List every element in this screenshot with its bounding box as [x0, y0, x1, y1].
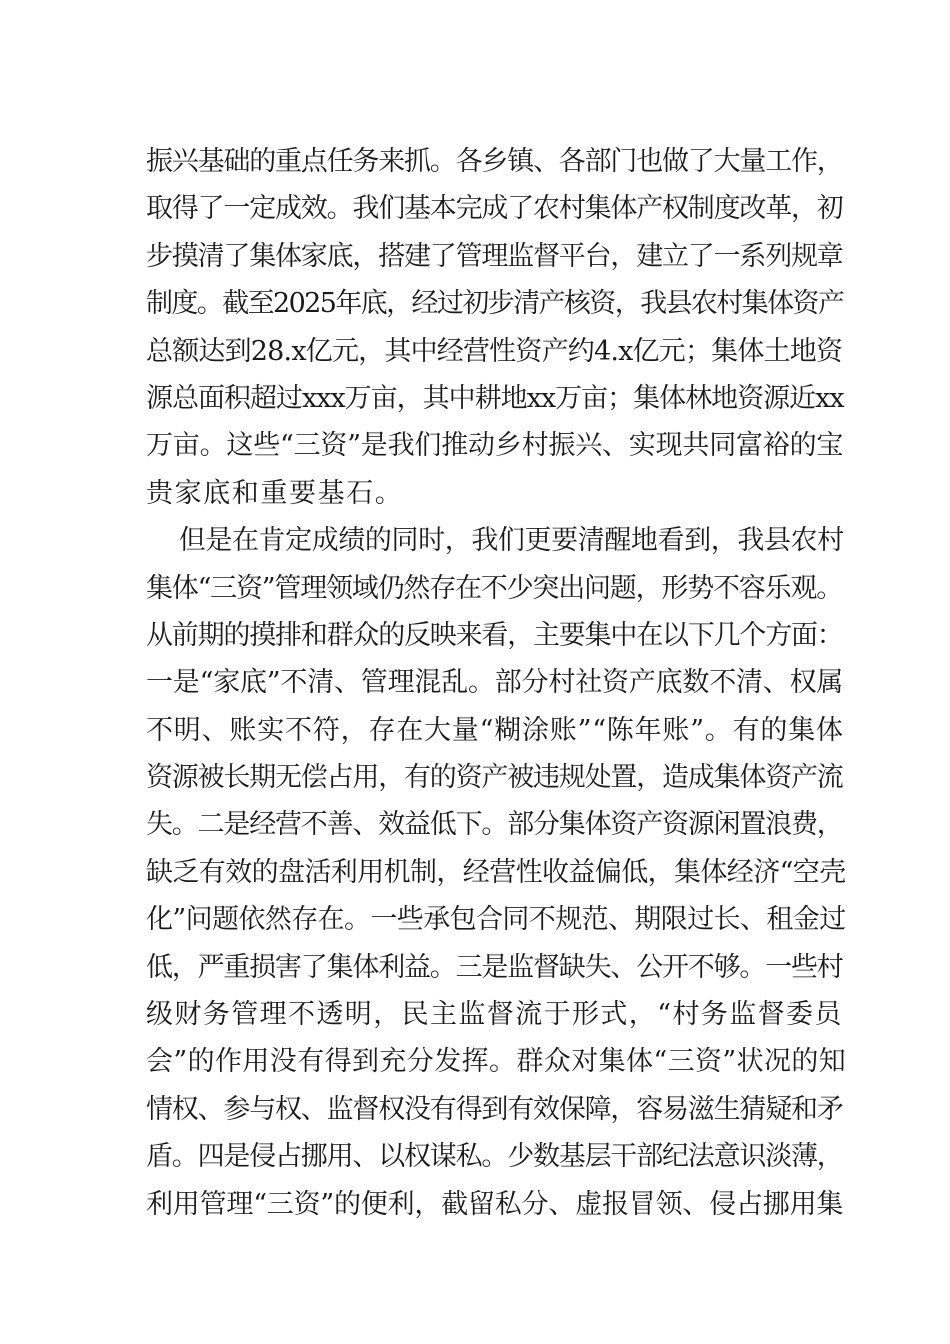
- text-line: 会”的作用没有得到充分发挥。群众对集体“三资”状况的知: [146, 1046, 847, 1078]
- text-line: 失。二是经营不善、效益低下。部分集体资产资源闲置浪费，: [146, 809, 843, 841]
- text-line: 不明、账实不符，存在大量“糊涂账”“陈年账”。有的集体: [146, 714, 844, 746]
- text-line: 缺乏有效的盘活利用机制，经营性收益偏低，集体经济“空壳: [146, 856, 846, 888]
- text-line: 贵家底和重要基石。: [146, 477, 404, 509]
- text-line: 振兴基础的重点任务来抓。各乡镇、各部门也做了大量工作，: [146, 146, 843, 177]
- text-line: 化”问题依然存在。一些承包合同不规范、期限过长、租金过: [146, 904, 846, 936]
- body-text: [146, 138, 846, 1228]
- text-line: 级财务管理不透明，民主监督流于形式，“村务监督委员: [146, 999, 843, 1031]
- text-line: 制度。截至2025年底，经过初步清产核资，我县农村集体资产: [146, 288, 844, 320]
- text-line: 从前期的摸排和群众的反映来看，主要集中在以下几个方面：: [146, 619, 843, 651]
- text-line: 低，严重损害了集体利益。三是监督缺失、公开不够。一些村: [146, 951, 843, 983]
- text-line: 源总面积超过xxx万亩，其中耕地xx万亩；集体林地资源近xx: [146, 382, 844, 414]
- text-line: 资源被长期无偿占用，有的资产被违规处置，造成集体资产流: [146, 762, 843, 794]
- text-line: 集体“三资”管理领域仍然存在不少突出问题，形势不容乐观。: [146, 572, 843, 604]
- text-line: 取得了一定成效。我们基本完成了农村集体产权制度改革，初: [146, 193, 843, 225]
- text-line: 步摸清了集体家底，搭建了管理监督平台，建立了一系列规章: [146, 240, 843, 272]
- text-line: 万亩。这些“三资”是我们推动乡村振兴、实现共同富裕的宝: [146, 430, 844, 462]
- text-line: 利用管理“三资”的便利，截留私分、虚报冒领、侵占挪用集: [146, 1188, 844, 1220]
- text-line: 一是“家底”不清、管理混乱。部分村社资产底数不清、权属: [146, 667, 844, 699]
- text-line: 总额达到28.x亿元，其中经营性资产约4.x亿元；集体土地资: [146, 335, 843, 367]
- text-line: 盾。四是侵占挪用、以权谋私。少数基层干部纪法意识淡薄，: [146, 1141, 843, 1173]
- text-line: 情权、参与权、监督权没有得到有效保障，容易滋生猜疑和矛: [146, 1093, 843, 1125]
- text-line: 但是在肯定成绩的同时，我们更要清醒地看到，我县农村: [146, 525, 844, 557]
